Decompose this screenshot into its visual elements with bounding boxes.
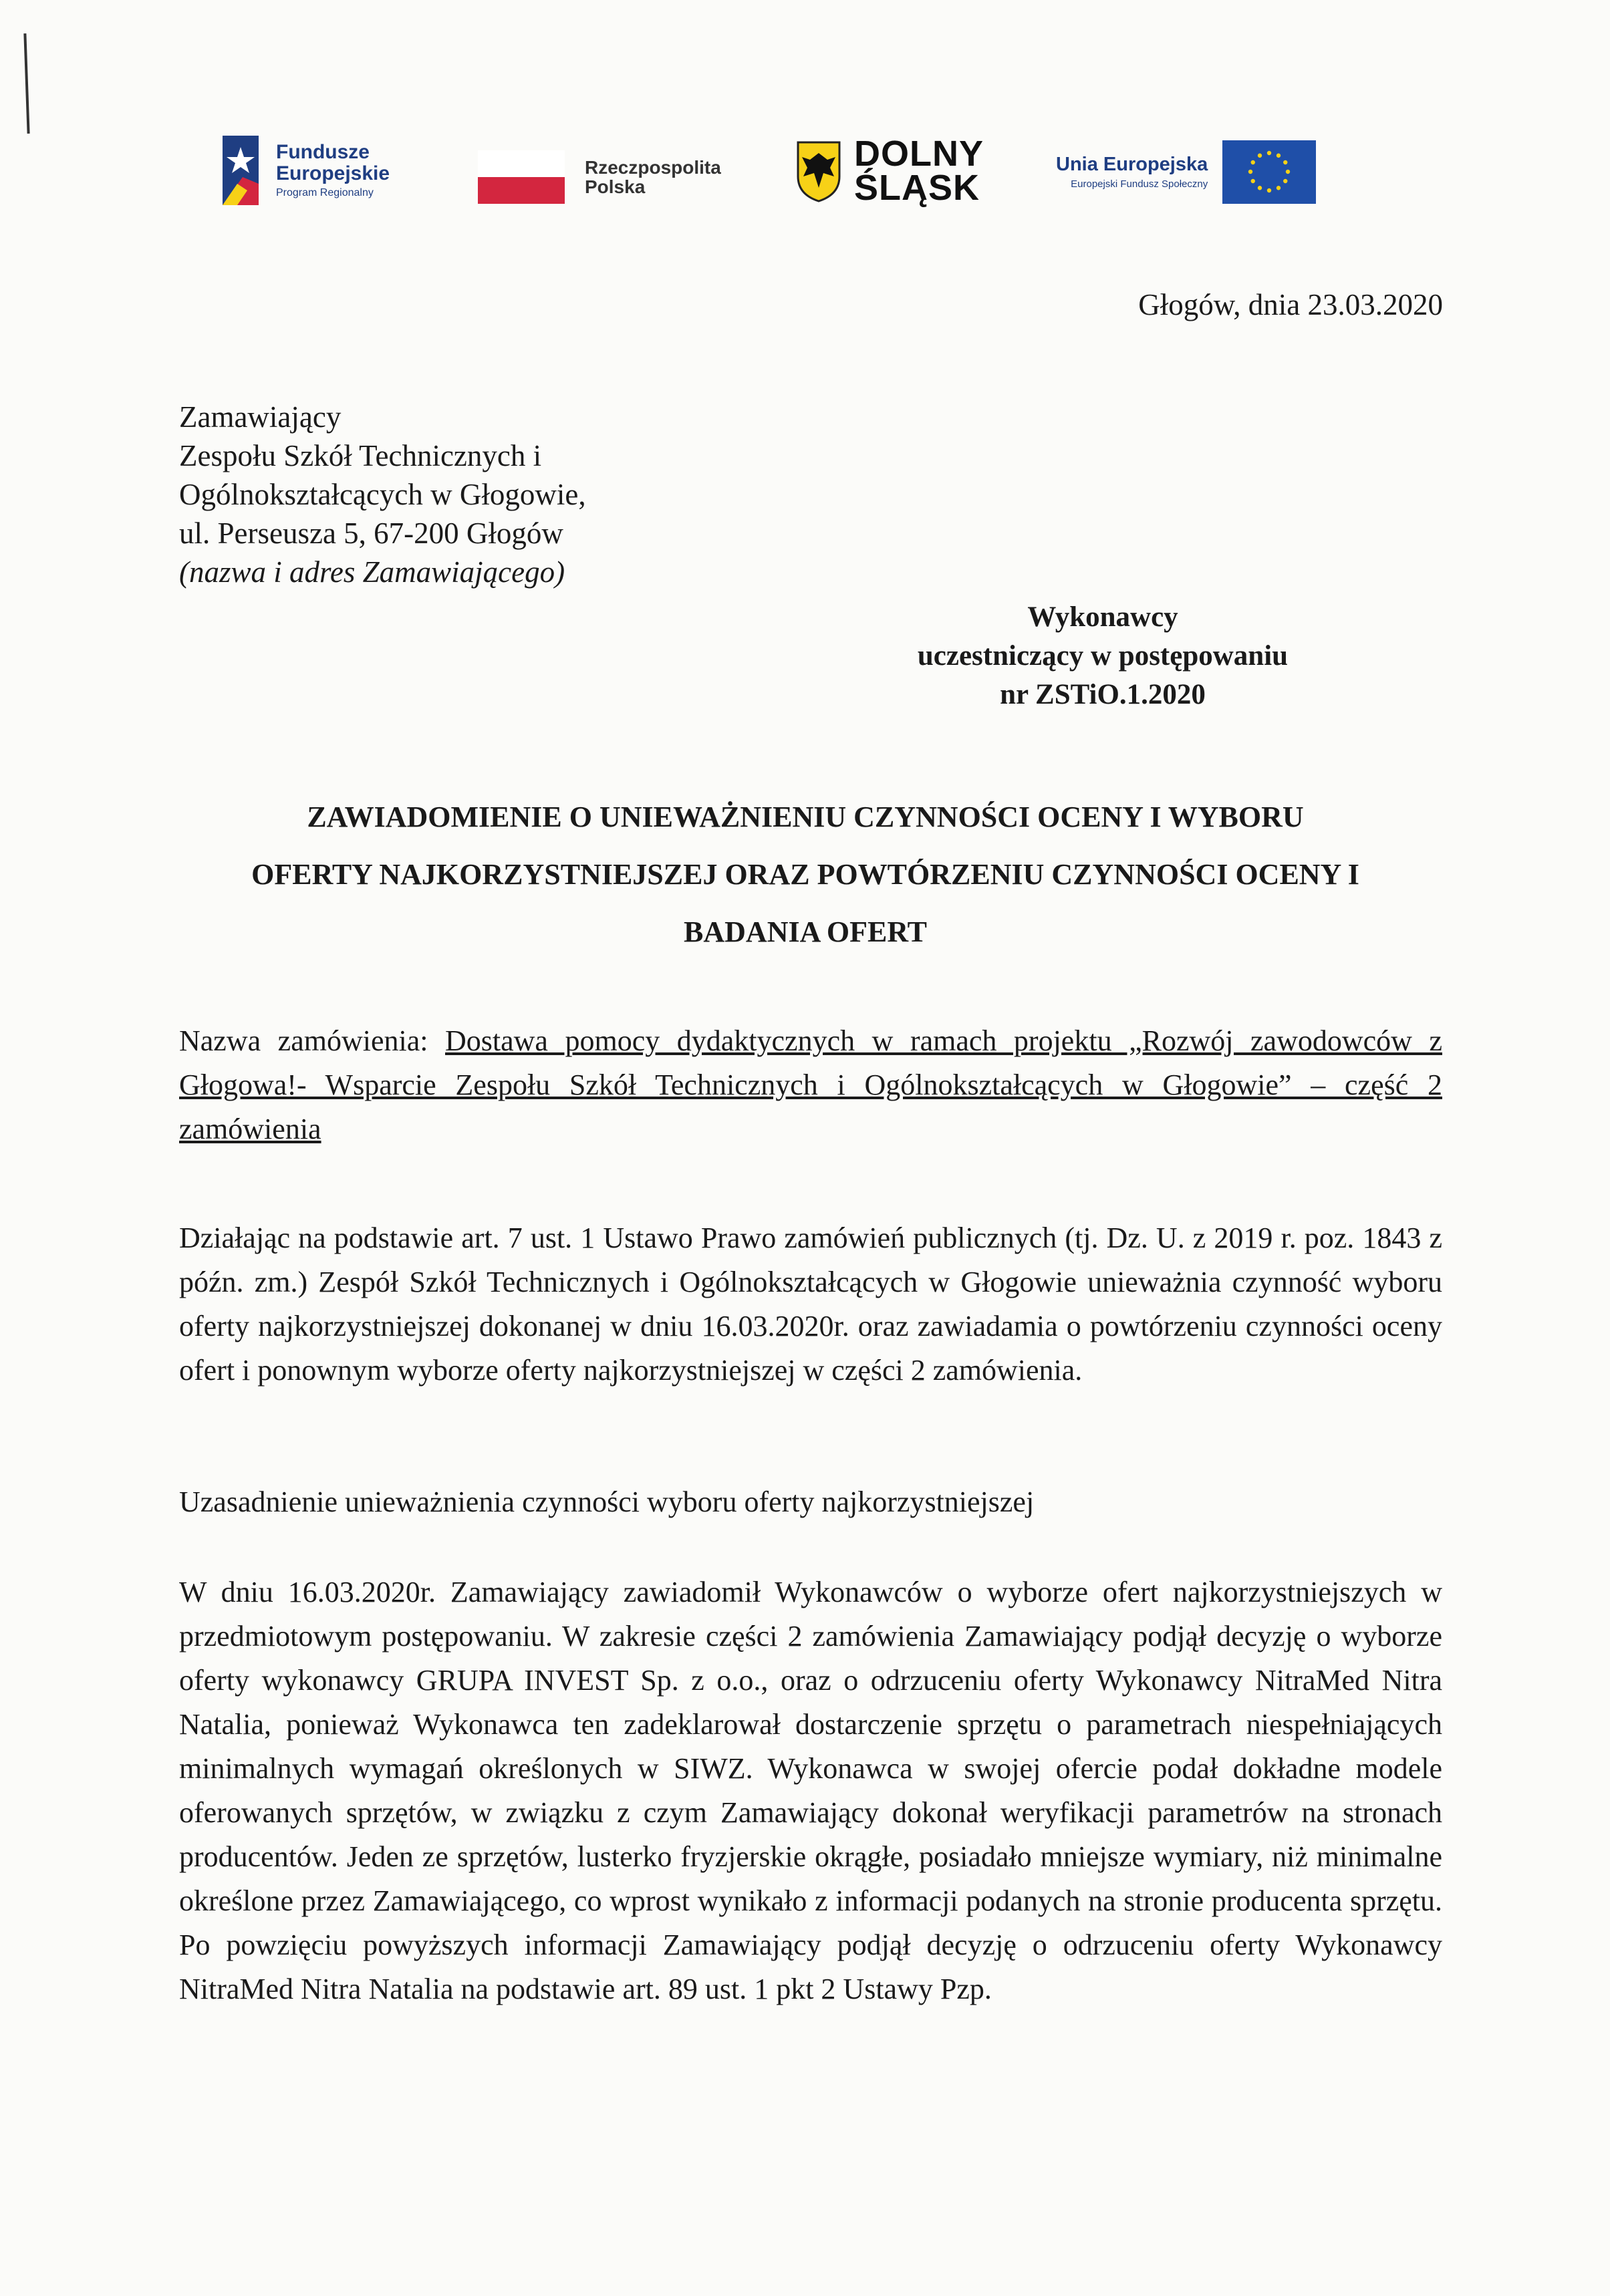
authority-line1: Zespołu Szkół Technicznych i (179, 439, 542, 472)
polish-flag-icon (478, 150, 565, 204)
eu-star-icon (1286, 170, 1290, 174)
ue-line1: Unia Europejska (1056, 154, 1208, 176)
eu-star-icon (1258, 154, 1262, 158)
recipients-line3: nr ZSTiO.1.2020 (1000, 679, 1206, 710)
ue-line2: Europejski Fundusz Społeczny (1071, 178, 1208, 190)
document-date: Głogów, dnia 23.03.2020 (1138, 288, 1443, 321)
recipients-line1: Wykonawcy (1027, 601, 1178, 633)
rzeczpospolita-polska-logo (478, 150, 721, 204)
eu-star-icon (1283, 160, 1287, 164)
eagle-crest-icon (795, 140, 842, 203)
contracting-authority-block (179, 398, 586, 591)
authority-note: (nazwa i adres Zamawiającego) (179, 555, 565, 589)
order-label: Nazwa zamówienia: (179, 1024, 428, 1057)
authority-line2: Ogólnokształcących w Głogowie, (179, 478, 586, 511)
order-name-block (179, 1019, 1442, 1151)
eu-star-icon (1258, 186, 1262, 190)
title-line1: ZAWIADOMIENIE O UNIEWAŻNIENIU CZYNNOŚCI OCENY I WYBORU (307, 801, 1304, 833)
scan-artifact-line (23, 33, 29, 134)
paragraph-decision: Działając na podstawie art. 7 ust. 1 Ustawo Prawo zamówień publicznych (tj. Dz. U. z 2019 r. poz. 1843 z późn. zm.) Zespół Szkół Technicznych i Ogólnokształcących w Głogowie unieważnia czynność wyboru oferty najkorzystniejszej dokonanej w dniu 16.03.2020r. oraz zawiadamia o powtórzeniu czynności oceny ofert i ponownym wyborze oferty najkorzystniejszej w części 2 zamówienia. (179, 1222, 1442, 1387)
title-line2: OFERTY NAJKORZYSTNIEJSZEJ ORAZ POWTÓRZENIU CZYNNOŚCI OCENY I (251, 858, 1359, 891)
dolny-slask-logo (795, 134, 984, 208)
recipients-block (835, 598, 1370, 714)
eu-star-icon (1251, 160, 1255, 164)
order-name: Dostawa pomocy dydaktycznych w ramach projektu „Rozwój zawodowców z Głogowa!- Wsparcie Zespołu Szkół Technicznych i Ogólnokształcących w Głogowie” – część 2 zamówienia (179, 1024, 1442, 1145)
fe-line3: Program Regionalny (276, 187, 374, 199)
eu-star-icon (1277, 154, 1281, 158)
ds-line2: ŚLĄSK (854, 168, 980, 208)
fe-emblem-icon (217, 130, 264, 210)
eu-star-icon (1267, 151, 1271, 155)
document-title (160, 788, 1450, 961)
authority-label: Zamawiający (179, 400, 342, 434)
recipients-line2: uczestniczący w postępowaniu (917, 640, 1289, 672)
eu-star-icon (1248, 170, 1252, 174)
fe-line1: Fundusze (276, 141, 370, 164)
rp-line1: Rzeczpospolita (585, 156, 721, 178)
title-line3: BADANIA OFERT (684, 915, 927, 948)
eu-star-icon (1251, 179, 1255, 183)
ds-line1: DOLNY (854, 134, 984, 174)
fe-line2: Europejskie (276, 162, 390, 184)
eu-star-icon (1267, 188, 1271, 192)
unia-europejska-logo (1056, 140, 1316, 204)
eu-star-icon (1283, 179, 1287, 183)
justification-heading: Uzasadnienie unieważnienia czynności wyboru oferty najkorzystniejszej (179, 1485, 1035, 1518)
paragraph-justification: W dniu 16.03.2020r. Zamawiający zawiadomił Wykonawców o wyborze ofert najkorzystniejszych w przedmiotowym postępowaniu. W zakresie części 2 zamówienia Zamawiający podjął decyzję o wyborze oferty wykonawcy GRUPA INVEST Sp. z o.o., oraz o odrzuceniu oferty Wykonawcy NitraMed Nitra Natalia, ponieważ Wykonawca ten zadeklarował dostarczenie sprzętu o parametrach niespełniających minimalnych wymagań określonych w SIWZ. Wykonawca w swojej ofercie podał dokładne modele oferowanych sprzętów, w związku z czym Zamawiający dokonał weryfikacji parametrów na stronach producentów. Jeden ze sprzętów, lusterko fryzjerskie okrągłe, posiadało mniejsze wymiary, niż minimalne określone przez Zamawiającego, co wprost wynikało z informacji podanych na stronie producenta sprzętu. Po powzięciu powyższych informacji Zamawiający podjął decyzję o odrzuceniu oferty Wykonawcy NitraMed Nitra Natalia na podstawie art. 89 ust. 1 pkt 2 Ustawy Pzp. (179, 1576, 1442, 2005)
authority-line3: ul. Perseusza 5, 67-200 Głogów (179, 517, 563, 550)
eu-flag-icon (1222, 140, 1316, 204)
eu-star-icon (1277, 186, 1281, 190)
rp-line2: Polska (585, 176, 646, 197)
fundusze-europejskie-logo (217, 130, 390, 210)
